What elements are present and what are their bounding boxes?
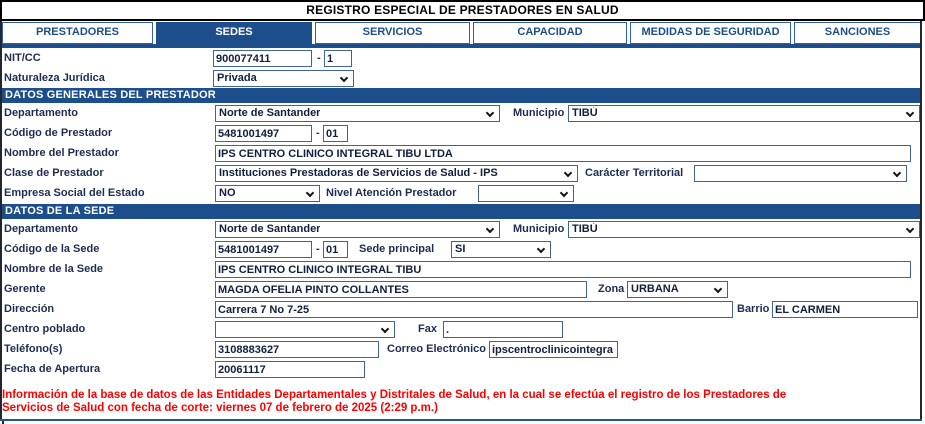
row-fecha-apertura [0, 360, 925, 380]
naturaleza-select[interactable] [213, 70, 354, 87]
data-cutoff-notice-line1: Información de la base de datos de las Entidades Departamentales y Distritales de Salud, en la cual se efectúa el registro de los Prestadores de [2, 389, 787, 401]
municipio-sede-select[interactable] [568, 221, 920, 238]
codigo-sede-suffix-input[interactable] [323, 241, 348, 258]
row-direccion [0, 300, 925, 320]
row-clase-prestador [0, 164, 925, 184]
departamento-prestador-select[interactable] [215, 105, 500, 122]
fax-input[interactable] [443, 321, 563, 338]
nit-input[interactable] [213, 50, 312, 67]
zona-label: Zona [598, 283, 625, 295]
chevron-down-icon [893, 169, 901, 177]
telefono-label: Teléfono(s) [4, 343, 63, 355]
data-cutoff-notice-line2: Servicios de Salud con fecha de corte: viernes 07 de febrero de 2025 (2:29 p.m.) [2, 402, 438, 414]
zona-select[interactable] [627, 281, 728, 298]
correo-label: Correo Electrónico [387, 343, 487, 355]
telefono-input[interactable] [215, 341, 379, 358]
departamento-sede-value: Norte de Santander [219, 223, 321, 235]
barrio-label: Barrio [737, 303, 770, 315]
empresa-social-label: Empresa Social del Estado [4, 187, 145, 199]
row-centro-poblado [0, 320, 925, 340]
row-nit [0, 49, 925, 69]
row-empresa-social [0, 184, 925, 204]
row-codigo-prestador [0, 124, 925, 144]
page-bottom-border [0, 419, 922, 421]
row-telefono [0, 340, 925, 360]
row-departamento-prestador [0, 104, 925, 124]
codigo-sede-label: Código de la Sede [4, 243, 100, 255]
municipio-sede-label: Municipio [513, 223, 565, 235]
caracter-territorial-label: Carácter Territorial [585, 167, 684, 179]
codigo-prestador-label: Código de Prestador [4, 127, 113, 139]
codigo-sede-input[interactable] [215, 241, 312, 258]
chevron-down-icon [906, 109, 914, 117]
departamento-sede-label: Departamento [4, 223, 78, 235]
direccion-input[interactable] [215, 301, 733, 318]
nombre-prestador-label: Nombre del Prestador [4, 147, 119, 159]
chevron-down-icon [714, 285, 722, 293]
chevron-down-icon [340, 74, 348, 82]
nombre-prestador-input[interactable] [215, 145, 911, 162]
clase-prestador-label: Clase de Prestador [4, 167, 104, 179]
tab-capacidad[interactable]: CAPACIDAD [473, 22, 627, 44]
tab-sanciones[interactable]: SANCIONES [794, 22, 921, 44]
gerente-input[interactable] [215, 281, 587, 298]
fecha-apertura-input[interactable] [215, 361, 365, 378]
chevron-down-icon [486, 109, 494, 117]
tab-underline-bar [0, 44, 922, 48]
clase-prestador-value: Instituciones Prestadoras de Servicios de Salud - IPS [219, 167, 498, 179]
chevron-down-icon [906, 225, 914, 233]
chevron-down-icon [560, 189, 568, 197]
chevron-down-icon [381, 325, 389, 333]
departamento-sede-select[interactable] [215, 221, 500, 238]
tab-sedes[interactable]: SEDES [156, 22, 312, 44]
codigo-sede-separator: - [316, 243, 320, 255]
codigo-prestador-input[interactable] [215, 125, 312, 142]
codigo-prestador-separator: - [316, 127, 320, 139]
barrio-input[interactable] [772, 301, 918, 318]
section-header-datos-generales: DATOS GENERALES DEL PRESTADOR [0, 88, 922, 103]
direccion-label: Dirección [4, 303, 55, 315]
row-gerente [0, 280, 925, 300]
sede-principal-value: SI [455, 243, 466, 255]
nombre-sede-input[interactable] [215, 261, 911, 278]
sede-principal-label: Sede principal [359, 243, 435, 255]
data-cutoff-notice [2, 389, 918, 415]
nit-label: NIT/CC [4, 52, 41, 64]
row-departamento-sede [0, 220, 925, 240]
departamento-label: Departamento [4, 107, 78, 119]
chevron-down-icon [564, 169, 572, 177]
municipio-sede-value: TIBÚ [572, 223, 598, 235]
page-title: REGISTRO ESPECIAL DE PRESTADORES EN SALUD [0, 0, 925, 21]
nivel-atencion-label: Nivel Atención Prestador [326, 187, 457, 199]
row-nombre-sede [0, 260, 925, 280]
zona-value: URBANA [631, 283, 679, 295]
page-left-border [0, 21, 2, 420]
empresa-social-select[interactable] [215, 185, 320, 202]
page-right-border [920, 21, 922, 420]
municipio-label: Municipio [513, 107, 565, 119]
nit-dv-input[interactable] [324, 50, 352, 67]
municipio-prestador-select[interactable] [568, 105, 920, 122]
municipio-prestador-value: TIBÚ [572, 107, 598, 119]
centro-poblado-label: Centro poblado [4, 323, 86, 335]
tab-bar [2, 22, 921, 44]
tab-prestadores[interactable]: PRESTADORES [2, 22, 153, 44]
departamento-prestador-value: Norte de Santander [219, 107, 321, 119]
nit-separator: - [317, 52, 321, 64]
chevron-down-icon [306, 189, 314, 197]
caracter-territorial-select[interactable] [694, 165, 907, 182]
nivel-atencion-select[interactable] [478, 185, 574, 202]
nombre-sede-label: Nombre de la Sede [4, 263, 104, 275]
centro-poblado-select[interactable] [215, 321, 395, 338]
tab-servicios[interactable]: SERVICIOS [315, 22, 470, 44]
naturaleza-select-value: Privada [217, 72, 257, 84]
fecha-apertura-label: Fecha de Apertura [4, 363, 101, 375]
row-codigo-sede [0, 240, 925, 260]
correo-input[interactable] [489, 341, 618, 358]
chevron-down-icon [537, 245, 545, 253]
gerente-label: Gerente [4, 283, 46, 295]
naturaleza-label: Naturaleza Jurídica [4, 72, 105, 84]
sede-principal-select[interactable] [451, 241, 551, 258]
section-header-datos-sede: DATOS DE LA SEDE [0, 204, 922, 219]
row-naturaleza [0, 69, 925, 89]
tab-medidas-de-seguridad[interactable]: MEDIDAS DE SEGURIDAD [630, 22, 791, 44]
empresa-social-value: NO [219, 187, 236, 199]
codigo-prestador-suffix-input[interactable] [323, 125, 348, 142]
fax-label: Fax [418, 323, 437, 335]
chevron-down-icon [486, 225, 494, 233]
clase-prestador-select[interactable] [215, 165, 578, 182]
row-nombre-prestador [0, 144, 925, 164]
